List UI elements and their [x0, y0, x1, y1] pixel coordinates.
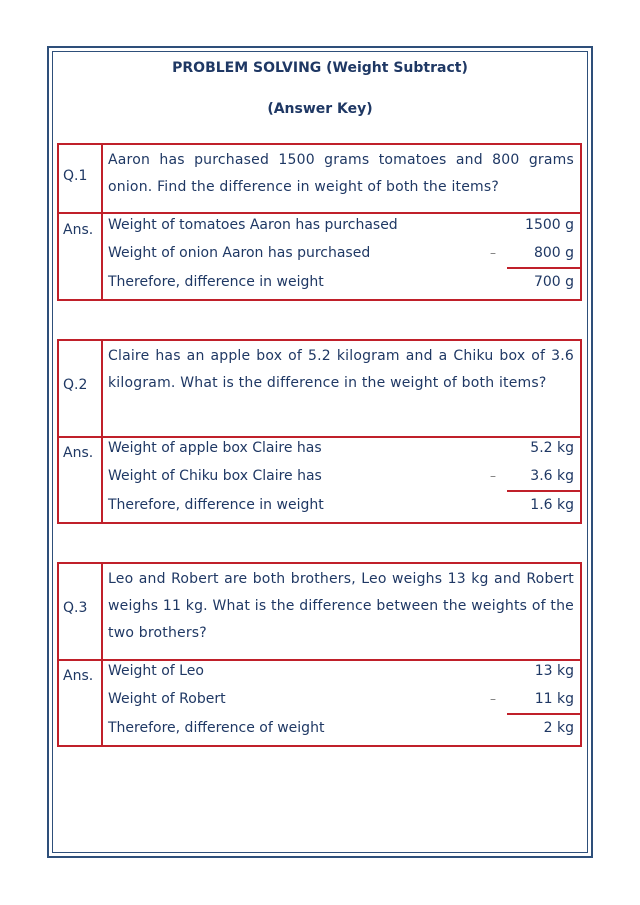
answer-value-2-2: 3.6 kg [530, 468, 574, 484]
answer-value-1-3: 700 g [533, 274, 574, 290]
page-subtitle: (Answer Key) [267, 101, 373, 117]
answer-row-1-3: Therefore, difference in weight [108, 274, 324, 290]
subtraction-line-1 [507, 267, 580, 269]
answer-row-2-2: Weight of Chiku box Claire has [108, 468, 322, 484]
answer-label-2: Ans. [63, 445, 94, 461]
minus-sign-3: – [490, 692, 496, 706]
answer-row-1-2: Weight of onion Aaron has purchased [108, 245, 371, 261]
answer-row-3-3: Therefore, difference of weight [108, 720, 325, 736]
subtraction-line-2 [507, 490, 580, 492]
answer-value-3-2: 11 kg [534, 691, 574, 707]
minus-sign-2: – [490, 469, 496, 483]
answer-row-1-1: Weight of tomatoes Aaron has purchased [108, 217, 398, 233]
answer-label-1: Ans. [63, 222, 94, 238]
answer-value-1-2: 800 g [533, 245, 574, 261]
answer-row-2-3: Therefore, difference in weight [108, 497, 324, 513]
question-label-1: Q.1 [63, 168, 88, 184]
subtraction-line-3 [507, 713, 580, 715]
answer-value-3-3: 2 kg [543, 720, 574, 736]
question-label-3: Q.3 [63, 600, 88, 616]
answer-value-2-3: 1.6 kg [530, 497, 574, 513]
page-title: PROBLEM SOLVING (Weight Subtract) [172, 60, 468, 76]
question-label-2: Q.2 [63, 377, 88, 393]
answer-label-3: Ans. [63, 668, 94, 684]
answer-value-3-1: 13 kg [534, 663, 574, 679]
answer-value-1-1: 1500 g [525, 217, 574, 233]
question-text-3: Leo and Robert are both brothers, Leo weighs 13 kg and Robert weighs 11 kg. What is the difference between the weights of the two brothers? [108, 571, 574, 641]
answer-row-3-2: Weight of Robert [108, 691, 226, 707]
answer-row-2-1: Weight of apple box Claire has [108, 440, 322, 456]
minus-sign-1: – [490, 246, 496, 260]
question-text-1: Aaron has purchased 1500 grams tomatoes and 800 grams onion. Find the difference in weight of both the items? [108, 152, 574, 195]
answer-value-2-1: 5.2 kg [530, 440, 574, 456]
question-text-2: Claire has an apple box of 5.2 kilogram and a Chiku box of 3.6 kilogram. What is the difference in the weight of both items? [108, 348, 574, 391]
answer-row-3-1: Weight of Leo [108, 663, 204, 679]
